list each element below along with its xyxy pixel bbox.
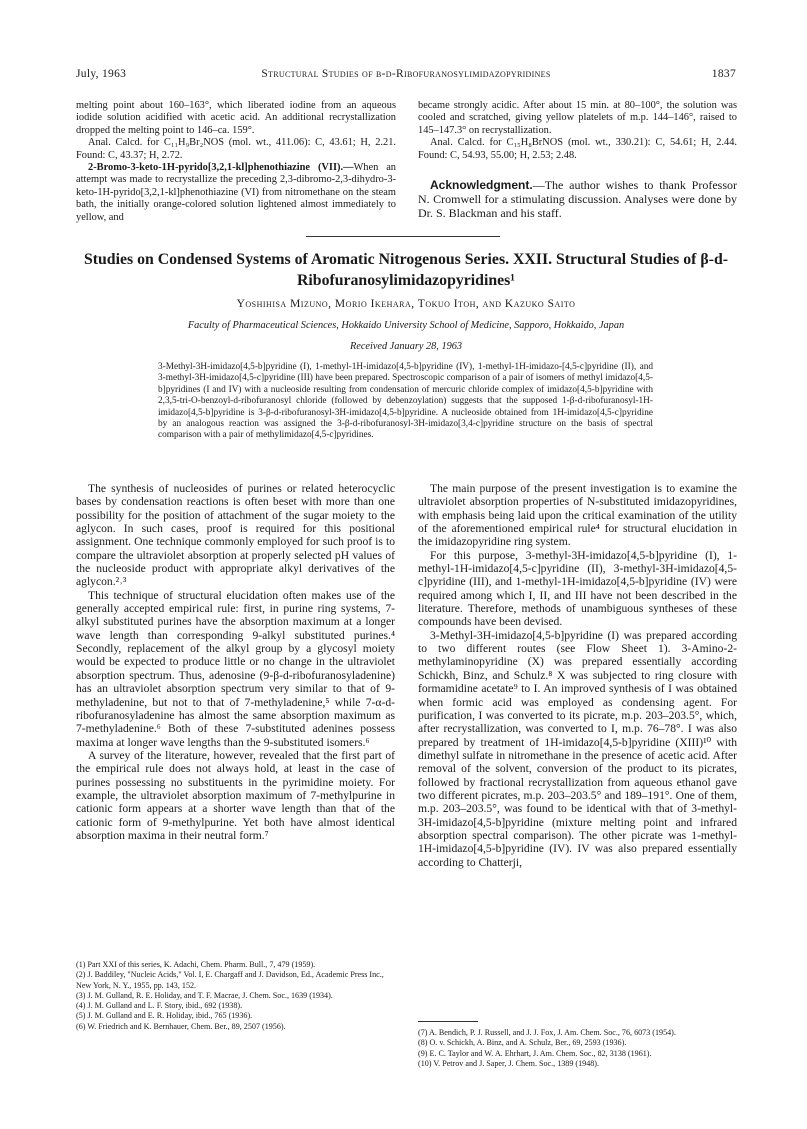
body-column-left xyxy=(76,482,395,842)
body-paragraph: 3-Methyl-3H-imidazo[4,5-b]pyridine (I) was prepared according to two different routes (see Flow Sheet 1). 3-Amino-2-methylaminopyridine (X) was prepared essentially according Schickh, Binz, and Schulz.⁸ X was subjected to ring closure with formamidine acetate⁹ to I. An improved synthesis of I was obtained when formic acid was employed as condensing agent. For purification, I was converted to its picrate, m.p. 203–203.5°, which, after recrystallization, was converted to I, m.p. 76–78°. I was also prepared by treatment of 1H-imidazo[4,5-b]pyridine (XIII)¹⁰ with dimethyl sulfate in nitromethane in the presence of acetic acid. After removal of the solvent, conversion of the product to its picrates, followed by fractional recrystallization from aqueous ethanol gave two different picrates, m.p. 203–203.5° and 189–191°. One of them, m.p. 203–203.5°, was found to be identical with that of 3-methyl-3H-imidazo[4,5-b]pyridine (mixture melting point and infrared absorption spectral comparison). The other picrate was 1-methyl-1H-imidazo[4,5-b]pyridine (IV). IV was also prepared essentially according to Chatterji, xyxy=(418,628,737,869)
compound-heading: 2-Bromo-3-keto-1H-pyrido[3,2,1-kl]phenothiazine (VII).— xyxy=(88,162,354,174)
analysis-paragraph: Anal. Calcd. for C₁₅H₈BrNOS (mol. wt., 330.21): C, 54.61; H, 2.44. Found: C, 54.93, 55.00; H, 2.53; 2.48. xyxy=(418,137,737,161)
footnote: (4) J. M. Gulland and L. F. Story, ibid., 692 (1938). xyxy=(76,1001,243,1011)
footnote: (5) J. M. Gulland and E. R. Holiday, ibid., 765 (1936). xyxy=(76,1011,253,1021)
acknowledgment-heading: Acknowledgment. xyxy=(430,178,533,193)
footnote: (2) J. Baddiley, "Nucleic Acids," Vol. I, E. Chargaff and J. Davidson, Ed., Academic Press Inc., New York, N. Y., 1955, pp. 143, 152. xyxy=(76,970,384,990)
footnote: (1) Part XXI of this series, K. Adachi, Chem. Pharm. Bull., 7, 479 (1959). xyxy=(76,960,316,969)
body-column-right xyxy=(418,482,737,869)
experimental-paragraph xyxy=(76,162,396,224)
running-head-date: July, 1963 xyxy=(76,68,127,80)
footnote: (9) E. C. Taylor and W. A. Ehrhart, J. Am. Chem. Soc., 82, 3138 (1961). xyxy=(418,1048,652,1058)
acknowledgment xyxy=(418,178,737,221)
previous-article-continuation-left xyxy=(76,100,396,224)
section-divider xyxy=(306,236,500,237)
body-paragraph: This technique of structural elucidation often makes use of the generally accepted empirical rule: first, in purine ring systems, 7-alkyl substituted purines have the absorption maximum at a longer wave length than corresponding 9-alkyl substituted purines.⁴ Secondly, replacement of the alkyl group by a glycosyl moiety would be expected to produce little or no change in the ultraviolet absorption spectrum. Thus, adenosine (9-β-d-ribofuranosyladenine) has an ultraviolet absorption spectrum very similar to that of 9-methyladenine, but not to that of 7-methyladenine,⁵ while 7-α-d-ribofuranosyladenine has almost the same absorption maximum as 7-methyladenine.⁶ Both of these 7-substituted adenines possess maxima at longer wave lengths than the 9-substituted isomers.⁶ xyxy=(76,588,395,749)
body-paragraph: A survey of the literature, however, revealed that the first part of the empirical rule does not always hold, at least in the case of purines possessing no substituents in the pyrimidine moiety. For example, the ultraviolet absorption maximum of 7-methylpurine in cationic form appears at a shorter wave length than that of the cationic form of 9-methylpurine. Yet both have almost identical absorption maxima in their neutral form.⁷ xyxy=(76,748,395,842)
body-paragraph: The synthesis of nucleosides of purines or related heterocyclic bases by condensation reactions is often beset with more than one possibility for the position of attachment of the sugar moiety to the aglycon. In such cases, proof is required for this positional assignment. One technique commonly employed for such proof is to compare the ultraviolet absorption at properly selected pH values of the nucleoside product with appropriate alkyl derivatives of the aglycon.²˒³ xyxy=(76,482,395,589)
footnote: (3) J. M. Gulland, R. E. Holiday, and T. F. Macrae, J. Chem. Soc., 1639 (1934). xyxy=(76,990,333,1000)
footnote: (10) V. Petrov and J. Saper, J. Chem. Soc., 1389 (1948). xyxy=(418,1058,600,1068)
running-head-title: Structural Studies of β-d-Ribofuranosylimidazopyridines xyxy=(261,68,551,80)
compound-text: When an attempt was made to recrystallize the preceding 2,3-dibromo-2,3-dihydro-3-keto-1H-pyrido[3,2,1-kl]phenothiazine (VI) from nitromethane on the steam bath, the initially orange-colored solution lightened almost immediately to yellow, and xyxy=(76,162,396,223)
previous-article-continuation-right xyxy=(418,100,737,221)
article-title: Studies on Condensed Systems of Aromatic Nitrogenous Series. XXII. Structural Studies of β-d-Ribofuranosylimidazopyridines¹ xyxy=(83,251,729,289)
article-authors: Yoshihisa Mizuno, Morio Ikehara, Tokuo Itoh, and Kazuko Saito xyxy=(236,298,576,310)
body-paragraph: The main purpose of the present investigation is to examine the ultraviolet absorption properties of N-substituted imidazopyridines, with emphasis being laid upon the critical examination of the utility of the aforementioned empirical rule⁴ for structural elucidation in the imidazopyridine ring system. xyxy=(418,482,737,549)
analysis-paragraph: Anal. Calcd. for C₁₁H₉Br₂NOS (mol. wt., 411.06): C, 43.61; H, 2.21. Found: C, 43.37; H, 2.72. xyxy=(76,137,396,161)
received-date: Received January 28, 1963 xyxy=(349,341,463,352)
body-paragraph: For this purpose, 3-methyl-3H-imidazo[4,5-b]pyridine (I), 1-methyl-1H-imidazo[4,5-c]pyridine (II), 3-methyl-3H-imidazo[4,5-c]pyridine (III), and 1-methyl-1H-imidazo[4,5-b]pyridine (IV) were required among which I, II, and III have not been described in the literature. Therefore, methods of unambiguous syntheses of these compounds have been devised. xyxy=(418,548,737,629)
footnote-divider xyxy=(418,1021,478,1022)
paragraph: became strongly acidic. After about 15 min. at 80–100°, the solution was cooled and scratched, giving yellow platelets of m.p. 144–146°, raised to 145–147.3° on recrystallization. xyxy=(418,100,737,136)
footnote: (6) W. Friedrich and K. Bernhauer, Chem. Ber., 89, 2507 (1956). xyxy=(76,1021,286,1031)
paragraph: melting point about 160–163°, which liberated iodine from an aqueous iodide solution acidified with acetic acid. An additional recrystallization dropped the melting point to 146–ca. 159°. xyxy=(76,100,396,136)
abstract: 3-Methyl-3H-imidazo[4,5-b]pyridine (I), 1-methyl-1H-imidazo[4,5-b]pyridine (IV), 1-methyl-1H-imidazo-[4,5-c]pyridine (II), and 3-methyl-3H-imidazo[4,5-c]pyridine (III) have been prepared. Spectroscopic comparison of a pair of isomers of methyl imidazo[4,5-b]pyridines (I and IV) with a nucleoside resulting from condensation of mercuric chloride complex of imidazo[4,5-b]pyridine with 2,3,5-tri-O-benzoyl-d-ribofuranosyl chloride (followed by debenzoylation) suggests that the supposed 1-β-d-ribofuranosyl-1H-imidazo[4,5-b]pyridine is 3-β-d-ribofuranosyl-3H-imidazo[4,5-b]pyridine. A nucleoside obtained from 1H-imidazo[4,5-c]pyridine by an analogous reaction was assigned the 3-β-d-ribofuranosyl-3H-imidazo[3,4-c]pyridine structure on the basis of spectral comparison with a pair of methylimidazo[4,5-c]pyridines. xyxy=(158,362,653,441)
acknowledgment-text: —The author wishes to thank Professor N. Cromwell for a stimulating discussion. Analyses were done by Dr. S. Blackman and his staff. xyxy=(418,178,737,221)
footnote: (7) A. Bendich, P. J. Russell, and J. J. Fox, J. Am. Chem. Soc., 76, 6073 (1954). xyxy=(418,1028,676,1037)
footnote: (8) O. v. Schickh, A. Binz, and A. Schulz, Ber., 69, 2593 (1936). xyxy=(418,1038,627,1048)
article-affiliation: Faculty of Pharmaceutical Sciences, Hokkaido University School of Medicine, Sapporo, Hokkaido, Japan xyxy=(187,320,625,331)
footnotes-left xyxy=(76,960,396,1032)
running-head xyxy=(76,68,736,84)
page-number: 1837 xyxy=(711,68,736,80)
footnotes-right xyxy=(418,1028,737,1069)
